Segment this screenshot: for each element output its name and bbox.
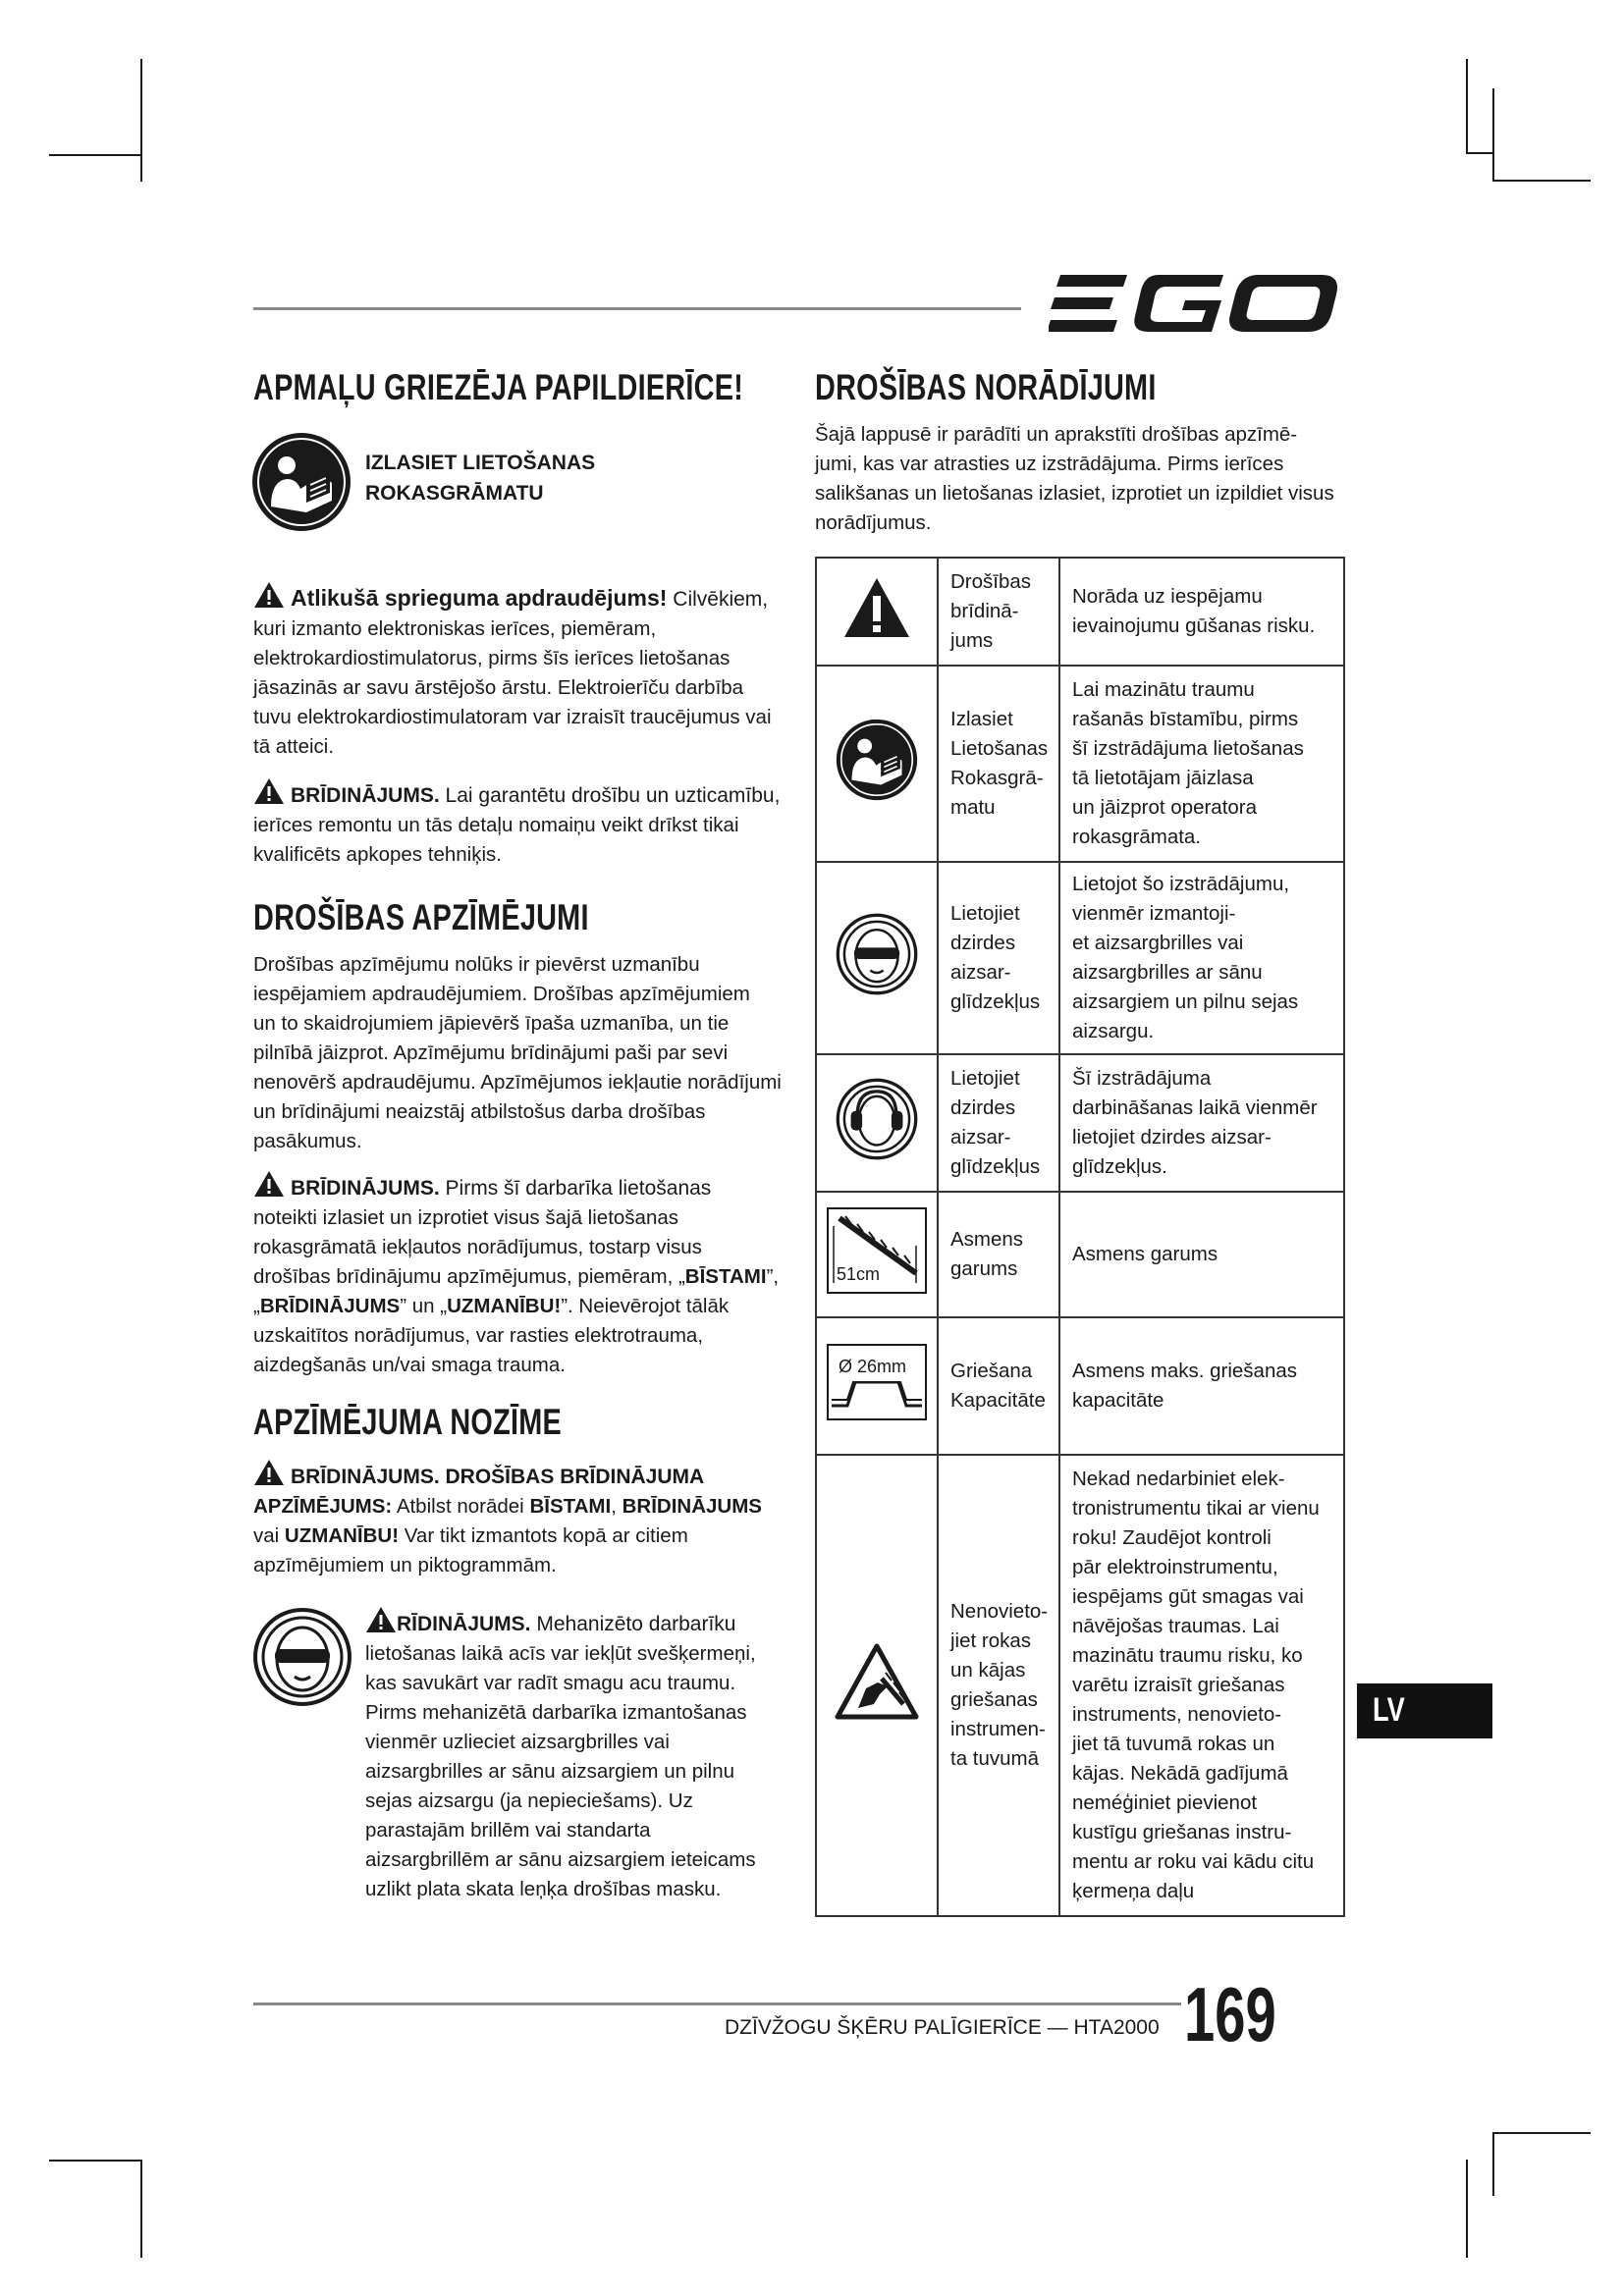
read-manual-label: IZLASIET LIETOŠANAS ROKASGRĀMATU	[365, 452, 596, 505]
right-title: DROŠĪBAS NORĀDĪJUMI	[815, 367, 1157, 407]
symbol-name: Asmens garums	[938, 1192, 1059, 1317]
table-row	[816, 862, 1344, 1054]
warning-triangle-icon	[365, 1606, 397, 1633]
safety-goggles-icon	[251, 1606, 353, 1708]
crop-mark	[1492, 2132, 1591, 2134]
goggles-badge	[251, 1606, 353, 1708]
table-row	[816, 1054, 1344, 1192]
warning-triangle-icon	[253, 777, 285, 805]
hearing-protection-icon	[835, 1077, 919, 1161]
table-row	[816, 1317, 1344, 1455]
symbol-cell	[816, 1455, 938, 1916]
symbol-name: Izlasiet Lietošanas Rokasgrā- matu	[938, 666, 1059, 862]
meaning-heading: APZĪMĒJUMA NOZĪME	[253, 1402, 562, 1442]
warning-triangle-icon	[253, 581, 285, 609]
table-row	[816, 1455, 1344, 1916]
symbol-name: Lietojiet dzirdes aizsar- glīdzekļus	[938, 862, 1059, 1054]
blade-length-label: 51cm	[837, 1259, 880, 1289]
table-row	[816, 1192, 1344, 1317]
symbol-description: Asmens maks. griešanas kapacitāte	[1059, 1317, 1344, 1455]
crop-mark	[140, 2160, 142, 2258]
page-number: 169	[1184, 1971, 1276, 2057]
crop-mark	[1492, 2132, 1494, 2196]
crop-mark	[140, 59, 142, 182]
cutting-capacity-label: Ø 26mm	[839, 1352, 906, 1381]
warning-repair-paragraph: BRĪDINĀJUMS. Lai garantētu drošību un uzticamību, ierīces remontu un tās detaļu nomaiņu veikt drīkst tikai kvalificēts apkopes tehniķis.	[253, 777, 803, 870]
crop-mark	[1466, 59, 1468, 154]
read-manual-badge	[251, 432, 352, 532]
symbol-description: Norāda uz iespējamu ievainojumu gūšanas risku.	[1059, 558, 1344, 666]
crop-mark	[1466, 152, 1492, 154]
crop-mark	[1492, 180, 1591, 182]
symbol-description: Nekad nedarbiniet elek- tronistrumentu tikai ar vienu roku! Zaudējot kontroli pār elektroinstrumentu, iespējams gūt smagas vai nāvējošas traumas. Lai mazinātu traumu risku, ko varētu izraisīt griešanas instruments, nenovieto- jiet tā tuvumā rokas un kājas. Nekādā gadījumā neméģiniet pievienot kustīgu griešanas instru- mentu ar roku vai kādu citu ķermeņa daļu	[1059, 1455, 1344, 1916]
table-row	[816, 666, 1344, 862]
read-manual-icon	[251, 432, 352, 532]
symbol-name: Drošības brīdinā- jums	[938, 558, 1059, 666]
warning-triangle-icon	[253, 1170, 285, 1198]
symbol-cell	[816, 558, 938, 666]
meaning-paragraph: BRĪDINĀJUMS. DROŠĪBAS BRĪDINĀJUMA APZĪMĒJUMS: Atbilst norādei BĪSTAMI, BRĪDINĀJUMS vai UZMANĪBU! Var tikt izmantots kopā ar citiem apzīmējumiem un piktogrammām.	[253, 1459, 803, 1580]
symbol-name: Nenovieto- jiet rokas un kājas griešanas instrumen- ta tuvumā	[938, 1455, 1059, 1916]
crop-mark	[49, 2160, 142, 2162]
symbol-cell	[816, 1054, 938, 1192]
right-intro: Šajā lappusē ir parādīti un aprakstīti drošības apzīmē- jumi, kas var atrasties uz izstrādājuma. Pirms ierīces salikšanas un lietošanas izlasiet, izprotiet un izpildiet visus norādījumus.	[815, 423, 1334, 534]
footer-product: DZĪVŽOGU ŠĶĒRU PALĪGIERĪCE — HTA2000	[725, 2016, 1160, 2039]
header-rule	[253, 307, 1021, 310]
crop-mark	[49, 154, 142, 156]
symbol-cell	[816, 862, 938, 1054]
symbol-cell	[816, 1192, 938, 1317]
ego-logo-icon	[1049, 271, 1343, 340]
crop-mark	[1466, 2160, 1468, 2258]
symbol-description: Asmens garums	[1059, 1192, 1344, 1317]
hand-cutting-hazard-icon	[835, 1643, 919, 1720]
symbol-cell	[816, 1317, 938, 1455]
warning-triangle-icon	[253, 1459, 285, 1486]
safety-goggles-icon	[835, 912, 919, 996]
language-tab: LV	[1357, 1683, 1492, 1738]
symbols-heading: DROŠĪBAS APZĪMĒJUMI	[253, 897, 589, 937]
goggles-warning-paragraph: RĪDINĀJUMS. Mehanizēto darbarīku lietošanas laikā acīs var iekļūt svešķermeņi, kas savukārt var radīt smagu acu traumu. Pirms mehanizētā darbarīka izmantošanas vienmēr uzlieciet aizsargbrilles vai aizsargbrilles ar sānu aizsargiem un pilnu sejas aizsargu (ja nepieciešams). Uz parastajām brillēm vai standarta aizsargbrillēm ar sānu aizsargiem ieteicams uzlikt plata skata leņķa drošības masku.	[365, 1606, 797, 1904]
warning-read-paragraph: BRĪDINĀJUMS. Pirms šī darbarīka lietošanas noteikti izlasiet un izprotiet visus šajā lietošanas rokasgrāmatā iekļautos norādījumus, tostarp visus drošības brīdinājumu apzīmējumus, piemēram, „BĪSTAMI”, „BRĪDINĀJUMS” un „UZMANĪBU!”. Neievērojot tālāk uzskaitītos norādījumus, var rasties elektrotrauma, aizdegšanās un/vai smaga trauma.	[253, 1170, 803, 1380]
symbols-paragraph: Drošības apzīmējumu nolūks ir pievērst uzmanību iespējamiem apdraudējumiem. Drošības apzīmējumiem un to skaidrojumiem jāpievērš īpaša uzmanība, un tie pilnībā jāizprot. Apzīmējumu brīdinājumi paši par sevi nenovērš apdraudējumu. Apzīmējumos iekļautie norādījumi un brīdinājumi neaizstāj atbilstošus darba drošības pasākumus.	[253, 953, 782, 1152]
symbol-description: Lietojot šo izstrādājumu, vienmēr izmantoji- et aizsargbrilles vai aizsargbrilles ar sānu aizsargiem un pilnu sejas aizsargu.	[1059, 862, 1344, 1054]
symbol-description: Lai mazinātu traumu rašanās bīstamību, pirms šī izstrādājuma lietošanas tā lietotājam jāizlasa un jāizprot operatora rokasgrāmata.	[1059, 666, 1344, 862]
symbol-cell	[816, 666, 938, 862]
symbol-name: Lietojiet dzirdes aizsar- glīdzekļus	[938, 1054, 1059, 1192]
warning-triangle-icon	[842, 576, 911, 639]
brand-logo	[1049, 271, 1343, 340]
table-row	[816, 558, 1344, 666]
footer-rule	[253, 2002, 1181, 2005]
safety-symbols-table	[815, 557, 1345, 1917]
read-manual-icon	[836, 719, 918, 801]
symbol-name: Griešana Kapacitāte	[938, 1317, 1059, 1455]
residual-voltage-paragraph: Atlikušā sprieguma apdraudējums! Cilvēkiem, kuri izmanto elektroniskas ierīces, piemēram, elektrokardiostimulatorus, pirms šīs ierīces lietošanas jāsazinās ar savu ārstējošo ārstu. Elektroierīču darbība tuvu elektrokardiostimulatoram var izraisīt traucējumus vai tā atteici.	[253, 581, 803, 762]
crop-mark	[1492, 88, 1494, 182]
left-title: APMAĻU GRIEZĒJA PAPILDIERĪCE!	[253, 367, 744, 407]
symbol-description: Šī izstrādājuma darbināšanas laikā vienmēr lietojiet dzirdes aizsar- glīdzekļus.	[1059, 1054, 1344, 1192]
